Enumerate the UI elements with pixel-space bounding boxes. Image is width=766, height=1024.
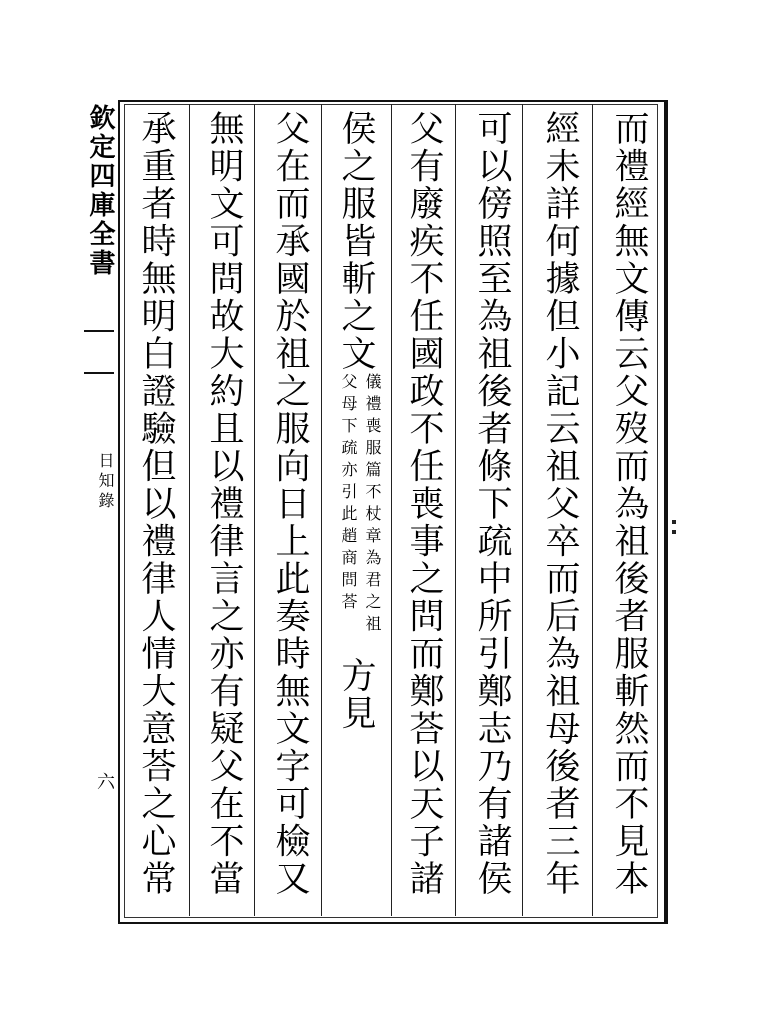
text-column-5 (328, 110, 384, 910)
scan-speck (672, 520, 676, 524)
scan-speck (672, 530, 676, 534)
column-text: 無明文可問故大約且以禮律言之亦有疑父在不當 (204, 110, 244, 898)
text-column-4 (396, 110, 452, 910)
note-line: 儀禮喪服篇不杖章為君之祖 (363, 372, 382, 637)
collection-title: 欽定四庫全書 (85, 104, 115, 278)
page-number: 六 (94, 772, 115, 790)
text-column-8 (128, 110, 184, 910)
column-divider (254, 104, 255, 916)
note-line: 父母下疏亦引此趙商問荅 (339, 372, 358, 615)
interlinear-note (336, 373, 384, 637)
text-column-6 (262, 110, 318, 910)
text-column-2 (532, 110, 588, 910)
column-divider (455, 104, 456, 916)
column-divider (522, 104, 523, 916)
column-text: 侯之服皆斬之文 (336, 110, 376, 373)
margin-fishtail-mark (84, 330, 114, 374)
column-divider (189, 104, 190, 916)
book-title: 日知錄 (96, 452, 115, 512)
column-text: 承重者時無明白證驗但以禮律人情大意荅之心常 (136, 110, 176, 898)
column-divider (391, 104, 392, 916)
column-text: 父有廢疾不任國政不任喪事之問而鄭荅以天子諸 (404, 110, 444, 898)
column-text-continued: 方見 (336, 656, 376, 732)
column-divider (592, 104, 593, 916)
column-divider (321, 104, 322, 916)
column-text: 而禮經無文傳云父歿而為祖後者服斬然而不見本 (609, 110, 649, 898)
column-text: 父在而承國於祖之服向日上此奏時無文字可檢又 (270, 110, 310, 898)
text-column-1 (601, 110, 657, 910)
column-text: 可以傍照至為祖後者條下疏中所引鄭志乃有諸侯 (472, 110, 512, 898)
text-column-3 (464, 110, 520, 910)
column-text: 經未詳何據但小記云祖父卒而后為祖母後者三年 (540, 110, 580, 898)
text-column-7 (196, 110, 252, 910)
